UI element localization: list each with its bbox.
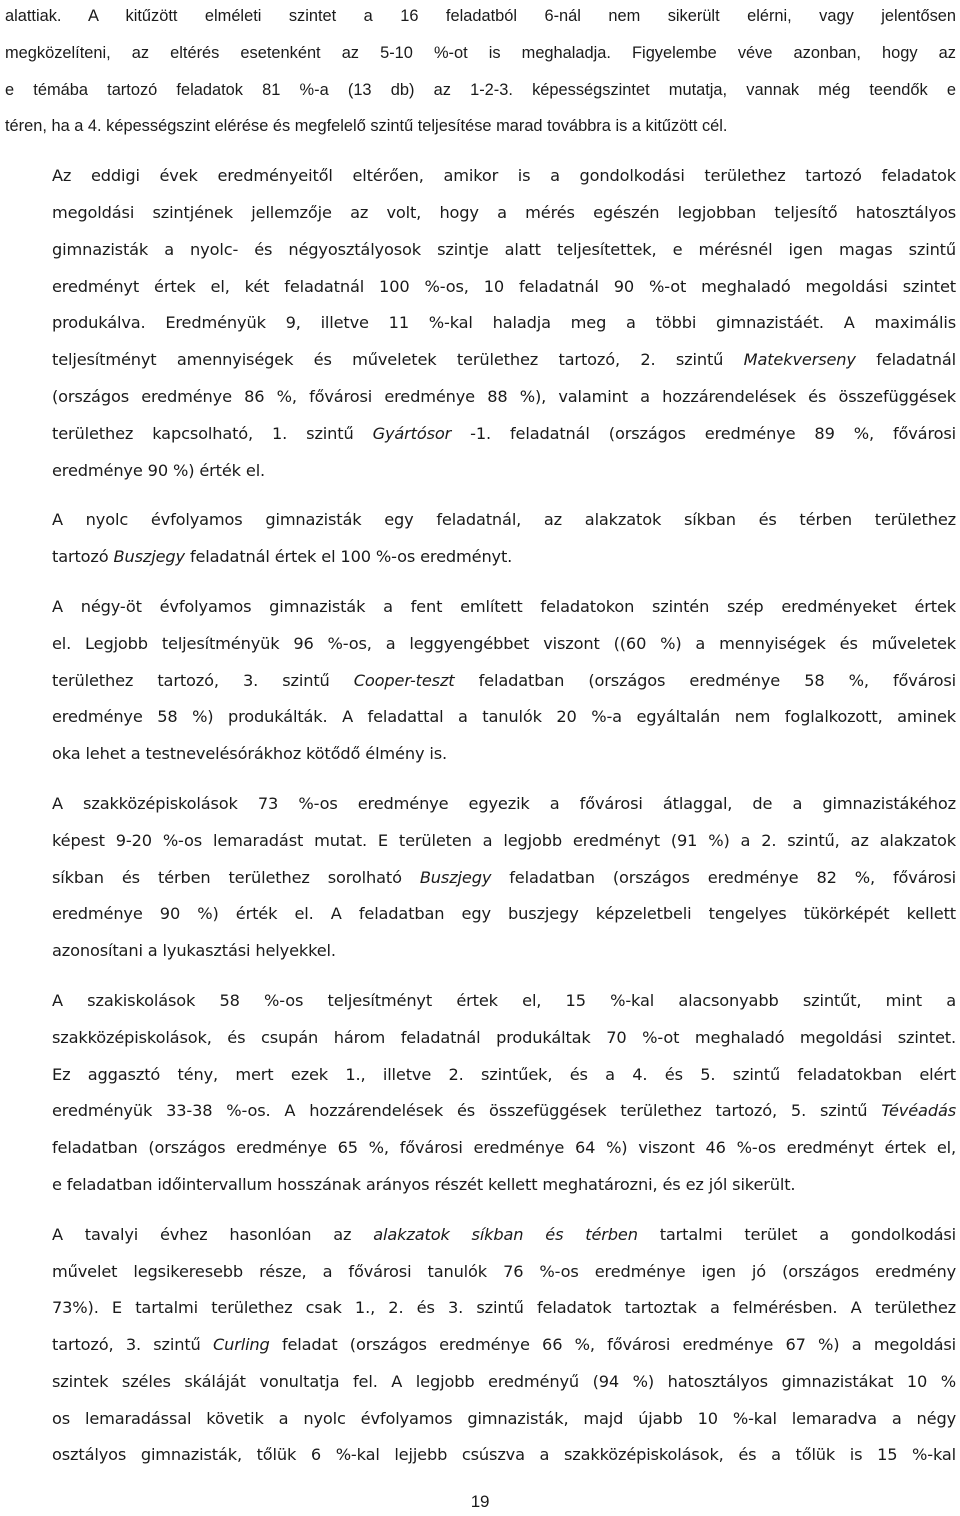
italic-task-title: Buszjegy xyxy=(419,867,492,887)
text-line: eredménye 90 %) érték el. xyxy=(52,460,266,480)
text-line: tartozó Buszjegy feladatnál értek el 100 %-os eredményt. xyxy=(52,547,513,567)
text-line: feladatban (országos eredménye 65 %, fővárosi eredménye 64 %) viszont 46 %-os eredményt értek el, xyxy=(52,1138,956,1158)
italic-task-title: Curling xyxy=(212,1335,270,1355)
italic-task-title: Tévéadás xyxy=(881,1101,956,1121)
italic-task-title: Gyártósor xyxy=(372,423,452,443)
italic-task-title: Buszjegy xyxy=(113,547,185,567)
text-line: területhez tartozó, 3. szintű Cooper-teszt feladatban (országos eredménye 58 %, fővárosi xyxy=(52,670,956,690)
text-line: teljesítményt amennyiségek és műveletek területhez tartozó, 2. szintű Matekverseny feladatnál xyxy=(52,350,957,370)
text-line: osztályos gimnazisták, tőlük 6 %-kal lejjebb csúszva a szakközépiskolások, és a tőlük is 15 %-kal xyxy=(52,1445,956,1465)
text-line: megközelíteni, az eltérés esetenként az 5-10 %-ot is meghaladja. Figyelembe véve azonban, hogy az xyxy=(5,43,956,62)
page-number: 19 xyxy=(470,1492,490,1511)
paragraph-6 xyxy=(5,983,956,1204)
text-line: Az eddigi évek eredményeitől eltérően, amikor is a gondolkodási területhez tartozó feladatok xyxy=(52,166,956,186)
text-line: megoldási szintjének jellemzője az volt, hogy a mérés egészén legjobban teljesítő hatosztályos xyxy=(52,202,956,222)
italic-task-title: Matekverseny xyxy=(743,350,856,370)
paragraph-7 xyxy=(5,1217,956,1475)
text-line: A szakközépiskolások 73 %-os eredménye egyezik a fővárosi átlaggal, de a gimnazistákéhoz xyxy=(52,793,956,813)
text-line: os lemaradással követik a nyolc évfolyamos gimnazisták, majd újabb 10 %-kal lemaradva a négy xyxy=(52,1408,956,1428)
text-line: e témába tartozó feladatok 81 %-a (13 db) az 1-2-3. képességszintet mutatja, vannak még teendők e xyxy=(5,80,956,99)
text-line: művelet legsikeresebb része, a fővárosi tanulók 76 %-os eredménye igen jó (országos eredmény xyxy=(52,1261,956,1281)
text-line: tartozó, 3. szintű Curling feladat (országos eredménye 66 %, fővárosi eredménye 67 %) a megoldási xyxy=(52,1335,956,1355)
paragraph-2 xyxy=(5,158,956,489)
text-line: eredményük 33-38 %-os. A hozzárendelések és összefüggések területhez tartozó, 5. szintű Tévéadás xyxy=(52,1101,956,1121)
text-line: A tavalyi évhez hasonlóan az alakzatok síkban és térben tartalmi terület a gondolkodási xyxy=(52,1224,956,1244)
text-line: téren, ha a 4. képességszint elérése és megfelelő szintű teljesítése marad továbbra is a kitűzött cél. xyxy=(5,117,728,136)
paragraph-5 xyxy=(5,786,956,970)
text-line: szakközépiskolások, és csupán három feladatnál produkáltak 70 %-ot meghaladó megoldási szintet. xyxy=(52,1027,956,1047)
text-line: területhez kapcsolható, 1. szintű Gyártósor -1. feladatnál (országos eredménye 89 %, fővárosi xyxy=(52,423,956,443)
text-line: szintek széles skáláját vonultatja fel. A legjobb eredményű (94 %) hatosztályos gimnazistákat 10 % xyxy=(52,1371,956,1391)
italic-task-title: alakzatok síkban és térben xyxy=(373,1224,638,1244)
text-line: eredménye 58 %) produkálták. A feladattal a tanulók 20 %-a egyáltalán nem foglalkozott, aminek xyxy=(52,707,956,727)
paragraph-1 xyxy=(5,0,956,145)
text-line: e feladatban időintervallum hosszának arányos részét kellett meghatározni, és ez jól sikerült. xyxy=(52,1174,796,1194)
paragraph-3 xyxy=(5,502,956,576)
italic-task-title: Cooper-teszt xyxy=(353,670,455,690)
text-line: A nyolc évfolyamos gimnazisták egy feladatnál, az alakzatok síkban és térben területhez xyxy=(52,510,956,530)
document-body xyxy=(5,0,956,1474)
text-line: 73%). E tartalmi területhez csak 1., 2. és 3. szintű feladatok tartoztak a felmérésben. A területhez xyxy=(52,1298,956,1318)
text-line: gimnazisták a nyolc- és négyosztályosok szintje alatt teljesítettek, e mérésnél igen magas szintű xyxy=(52,239,956,259)
text-line: képest 9-20 %-os lemaradást mutat. E területen a legjobb eredményt (91 %) a 2. szintű, az alakzatok xyxy=(52,830,956,850)
text-line: síkban és térben területhez sorolható Buszjegy feladatban (országos eredménye 82 %, fővárosi xyxy=(52,867,957,887)
text-line: (országos eredménye 86 %, fővárosi eredménye 88 %), valamint a hozzárendelések és összefüggések xyxy=(52,386,956,406)
text-line: produkálva. Eredményük 9, illetve 11 %-kal haladja meg a többi gimnazistáét. A maximális xyxy=(52,313,956,333)
text-line: oka lehet a testnevelésórákhoz kötődő élmény is. xyxy=(52,744,448,764)
text-line: eredménye 90 %) érték el. A feladatban egy buszjegy képzeletbeli tengelyes tükörképét kellett xyxy=(52,904,956,924)
text-line: A négy-öt évfolyamos gimnazisták a fent említett feladatokon szintén szép eredményeket értek xyxy=(52,596,956,616)
text-line: azonosítani a lyukasztási helyekkel. xyxy=(52,941,336,961)
text-line: Ez aggasztó tény, mert ezek 1., illetve 2. szintűek, és a 4. és 5. szintű feladatokban elért xyxy=(52,1064,956,1084)
text-line: alattiak. A kitűzött elméleti szintet a 16 feladatból 6-nál nem sikerült elérni, vagy jelentősen xyxy=(5,7,956,25)
text-line: el. Legjobb teljesítményük 96 %-os, a leggyengébbet viszont ((60 %) a mennyiségek és műveletek xyxy=(52,633,956,653)
text-line: A szakiskolások 58 %-os teljesítményt értek el, 15 %-kal alacsonyabb szintűt, mint a xyxy=(52,990,956,1010)
text-line: eredményt értek el, két feladatnál 100 %-os, 10 feladatnál 90 %-ot meghaladó megoldási szintet xyxy=(52,276,956,296)
paragraph-4 xyxy=(5,589,956,773)
